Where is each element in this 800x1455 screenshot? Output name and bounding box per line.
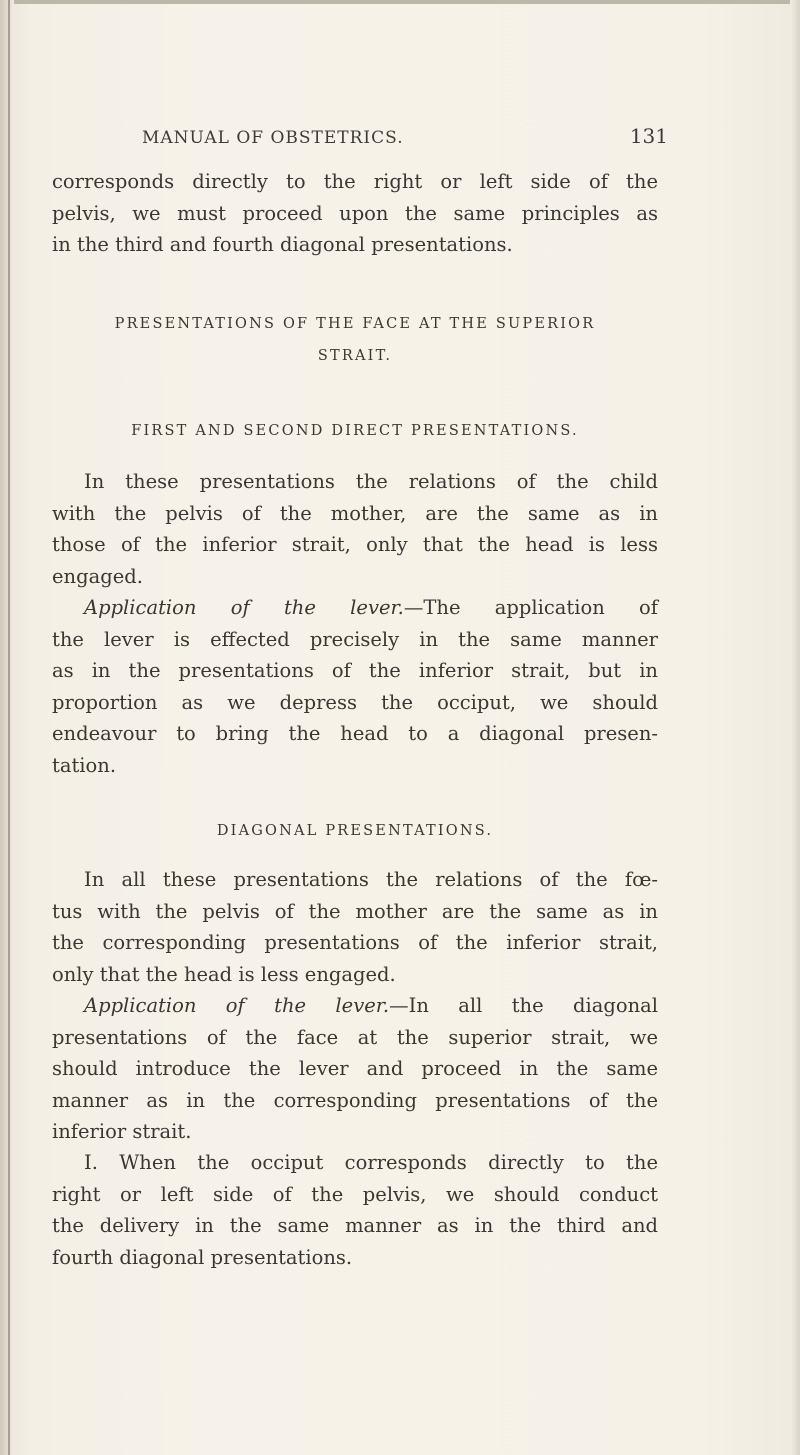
intro-paragraph xyxy=(52,166,658,261)
text-line: In these presentations the relations of the child xyxy=(84,470,658,493)
text-line: In all these presentations the relations of the fœ- xyxy=(84,868,658,891)
right-page-edge xyxy=(790,0,800,1455)
text-line: in the third and fourth diagonal presentations. xyxy=(52,233,513,256)
text-line: should introduce the lever and proceed in the same xyxy=(52,1057,658,1080)
section-heading-line-2: STRAIT. xyxy=(317,348,393,364)
binding-gutter xyxy=(0,0,14,1455)
direct-lever-paragraph xyxy=(52,592,658,781)
text-line xyxy=(52,592,658,624)
text-line: the corresponding presentations of the inferior strait, xyxy=(52,931,658,954)
text-line: as in the presentations of the inferior strait, but in xyxy=(52,659,658,682)
top-edge-shadow xyxy=(0,0,800,4)
text-line: tus with the pelvis of the mother are the same as in xyxy=(52,899,658,923)
text-line: with the pelvis of the mother, are the same as in xyxy=(52,501,658,525)
text-line: the delivery in the same manner as in the third and xyxy=(52,1214,658,1237)
direct-paragraph xyxy=(52,466,658,592)
diagonal-paragraph xyxy=(52,864,658,990)
section-heading-line-1: PRESENTATIONS OF THE FACE AT THE SUPERIOR xyxy=(114,316,596,332)
text-line xyxy=(52,990,658,1022)
text-line: right or left side of the pelvis, we should conduct xyxy=(52,1182,658,1206)
text-line: inferior strait. xyxy=(52,1120,192,1143)
text-line: endeavour to bring the head to a diagonal presen- xyxy=(52,722,658,745)
text-line: manner as in the corresponding presentations of the xyxy=(52,1088,658,1112)
text-line: tation. xyxy=(52,753,117,777)
lever-lead: Application of the lever. xyxy=(84,596,404,619)
text-line: I. When the occiput corresponds directly to the xyxy=(84,1151,658,1174)
running-title: MANUAL OF OBSTETRICS. xyxy=(142,128,404,148)
page-number: 131 xyxy=(629,124,668,148)
diagonal-lever-paragraph xyxy=(52,990,658,1148)
subheading-diagonal-presentations: DIAGONAL PRESENTATIONS. xyxy=(216,823,494,839)
lever-lead-rest: —In all the diagonal xyxy=(389,994,658,1017)
running-head xyxy=(142,124,668,148)
section-heading xyxy=(52,316,658,364)
lever-lead: Application of the lever. xyxy=(84,994,390,1017)
text-line: engaged. xyxy=(52,564,143,588)
gutter-line xyxy=(8,0,10,1455)
text-line: the lever is effected precisely in the same manner xyxy=(52,627,658,651)
numbered-paragraph xyxy=(52,1147,658,1273)
text-line: fourth diagonal presentations. xyxy=(52,1245,353,1269)
text-line: those of the inferior strait, only that the head is less xyxy=(52,533,658,556)
text-line: only that the head is less engaged. xyxy=(52,962,396,986)
subheading-direct-presentations: FIRST AND SECOND DIRECT PRESENTATIONS. xyxy=(131,423,579,439)
text-line: pelvis, we must proceed upon the same principles as xyxy=(52,201,658,225)
lever-lead-rest: —The application of xyxy=(403,596,658,619)
text-line: presentations of the face at the superior strait, we xyxy=(52,1025,658,1049)
text-line: proportion as we depress the occiput, we should xyxy=(52,690,658,714)
text-line: corresponds directly to the right or left side of the xyxy=(52,170,658,193)
